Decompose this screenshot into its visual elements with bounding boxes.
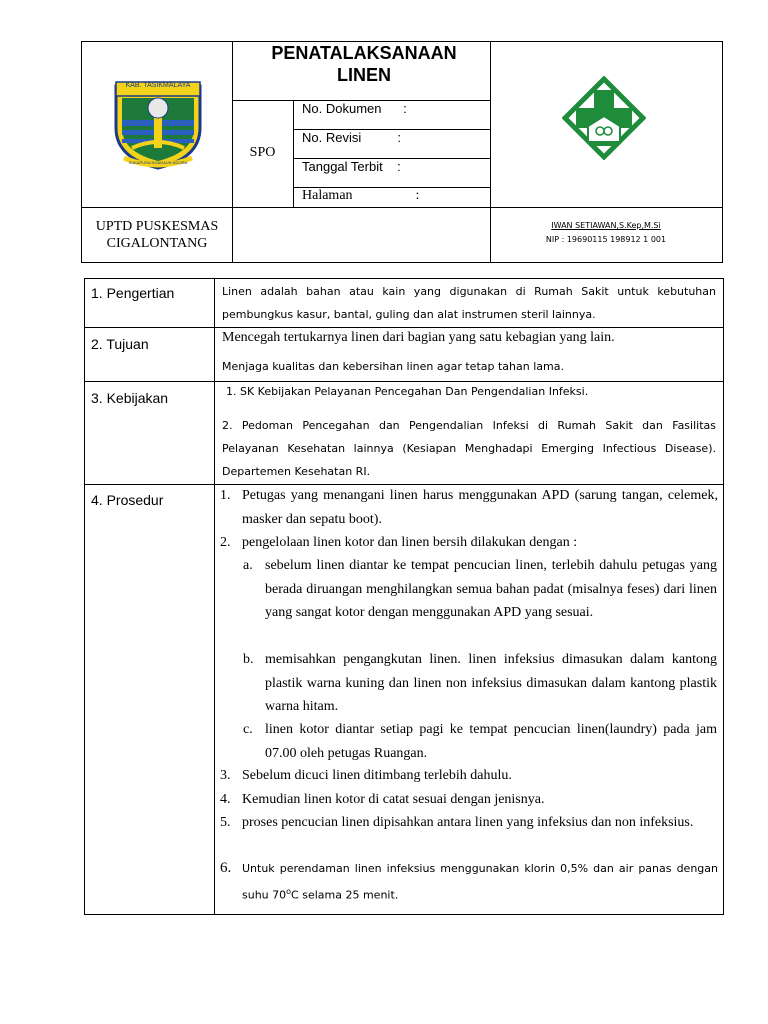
subitem-letter: c. [243, 722, 253, 737]
signer-nip: NIP : 19690115 198912 1 001 [545, 235, 667, 244]
subitem-text: sebelum linen diantar ke tempat pencucian linen, terlebih dahulu petugas yang berada diruangan menghilangkan semua bahan padat (misalnya feses) dari linen yang sangat kotor dengan menggunakan APD yang sesuai. [265, 558, 717, 620]
item-number: 3. [220, 768, 231, 783]
puskesmas-logo-icon [562, 76, 646, 160]
item-number: 4. [220, 792, 231, 807]
item-text: Kemudian linen kotor di catat sesuai dengan jenisnya. [242, 792, 545, 807]
pengertian-text: Linen adalah bahan atau kain yang digunakan di Rumah Sakit untuk kebutuhan pembungkus kasur, bantal, guling dan alat instrumen steril lainnya. [222, 285, 716, 321]
list-item [220, 857, 718, 907]
field-revision: No. Revisi : [302, 130, 401, 145]
item-number: 1. [220, 488, 231, 503]
regency-emblem-icon [110, 76, 206, 172]
subitem-text: memisahkan pengangkutan linen. linen infeksius dimasukan dalam kantong plastik warna kuning dan linen non infeksius dimasukan dalam kantong plastik warna hitam. [265, 652, 717, 714]
list-subitem [243, 554, 717, 625]
label-prosedur: 4. Prosedur [91, 492, 164, 508]
field-issue-date: Tanggal Terbit : [302, 159, 401, 174]
list-subitem [243, 648, 717, 719]
item-number: 6. [220, 860, 232, 876]
list-item [220, 531, 718, 555]
field-page: Halaman : [302, 188, 420, 203]
item-text: pengelolaan linen kotor dan linen bersih dilakukan dengan : [242, 535, 578, 550]
subitem-text: linen kotor diantar setiap pagi ke tempat pencucian linen(laundry) pada jam 07.00 oleh petugas Ruangan. [265, 722, 717, 761]
label-tujuan: 2. Tujuan [91, 336, 149, 352]
label-kebijakan: 3. Kebijakan [91, 390, 169, 406]
label-pengertian: 1. Pengertian [91, 285, 175, 301]
list-item [220, 764, 718, 788]
list-item [220, 484, 718, 531]
document-title: PENATALAKSANAAN LINEN [271, 43, 457, 85]
signer-name: IWAN SETIAWAN,S.Kep,M.Si [551, 221, 661, 230]
tujuan-text-2: Menjaga kualitas dan kebersihan linen agar tetap tahan lama. [222, 360, 564, 373]
subitem-letter: a. [243, 558, 253, 573]
subitem-letter: b. [243, 652, 254, 667]
field-doc-number: No. Dokumen : [302, 101, 407, 116]
list-item [220, 811, 718, 835]
item-text: Untuk perendaman linen infeksius menggunakan klorin 0,5% dan air panas dengan suhu 70$^o$C selama 25 menit. [242, 862, 718, 902]
kebijakan-item-1: 1. SK Kebijakan Pelayanan Pencegahan Dan Pengendalian Infeksi. [226, 385, 589, 398]
tujuan-text-1: Mencegah tertukarnya linen dari bagian yang satu kebagian yang lain. [222, 330, 615, 345]
unit-name: UPTD PUSKESMAS CIGALONTANG [95, 219, 219, 251]
item-number: 2. [220, 535, 231, 550]
item-text: proses pencucian linen dipisahkan antara linen yang infeksius dan non infeksius. [242, 815, 694, 830]
item-number: 5. [220, 815, 231, 830]
emblem-bottom-text: SUKAPURA NGADAUN NGORA [128, 160, 188, 165]
list-item [220, 788, 718, 812]
kebijakan-item-2: 2. Pedoman Pencegahan dan Pengendalian Infeksi di Rumah Sakit dan Fasilitas Pelayanan Kesehatan lainnya (Kesiapan Menghadapi Emerging Infectious Disease). Departemen Kesehatan RI. [222, 419, 716, 478]
spo-label: SPO [249, 145, 276, 160]
emblem-top-text: KAB. TASIKMALAYA [125, 82, 191, 89]
list-subitem [243, 718, 717, 765]
item-text: Sebelum dicuci linen ditimbang terlebih dahulu. [242, 768, 512, 783]
item-text: Petugas yang menangani linen harus menggunakan APD (sarung tangan, celemek, masker dan sepatu boot). [242, 488, 718, 527]
